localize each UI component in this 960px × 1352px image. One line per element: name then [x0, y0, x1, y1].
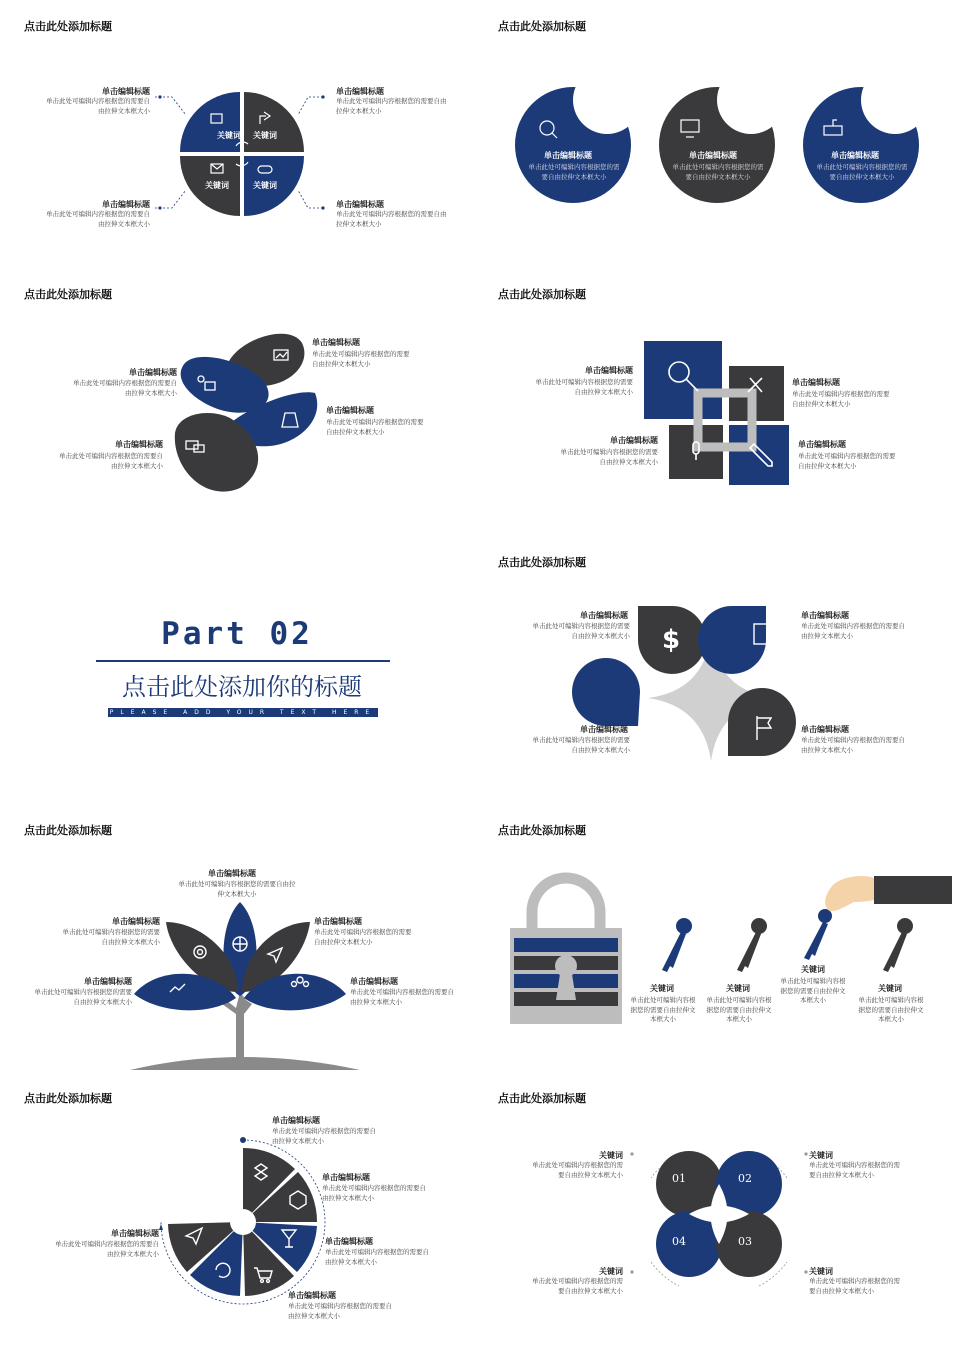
- moon-1: [515, 87, 631, 203]
- slide-9: [0, 1072, 474, 1332]
- item-body: 单击此处可编辑内容根据您的需要自由拉伸文本框大小: [532, 736, 630, 754]
- key-icon: [662, 909, 913, 972]
- item-title: 单击编辑标题: [580, 725, 628, 734]
- item-title: 单击编辑标题: [325, 1237, 373, 1246]
- item-body: 单击此处可编辑内容根据您的需要自由拉伸文本框大小: [312, 350, 410, 368]
- number-04: 04: [672, 1235, 686, 1248]
- key-title: 关键词: [650, 984, 674, 993]
- slide-6: [474, 536, 948, 796]
- item-title: 单击编辑标题: [792, 378, 840, 387]
- item-body: 单击此处可编辑内容根据您的需要自由拉伸文本框大小: [62, 928, 160, 946]
- item-body: 单击此处可编辑内容根据您的需要自由拉伸文本框大小: [336, 210, 447, 228]
- item-title: 单击编辑标题: [322, 1173, 370, 1182]
- bank-icon: [660, 718, 680, 738]
- square-1: [644, 341, 722, 419]
- item-title: 单击编辑标题: [314, 917, 362, 926]
- item-title: 单击编辑标题: [112, 917, 160, 926]
- item-body: 单击此处可编辑内容根据您的需要自由拉伸文本框大小: [336, 97, 447, 115]
- item-body: 单击此处可编辑内容根据您的需要自由拉伸文本框大小: [272, 1127, 376, 1145]
- item-body: 单击此处可编辑内容根据您的需要自由拉伸文本框大小: [46, 97, 150, 115]
- keyword-3: 关键词: [205, 181, 229, 190]
- item-body: 单击此处可编辑内容根据您的需要自由拉伸文本框大小: [59, 452, 163, 470]
- key-title: 关键词: [878, 984, 902, 993]
- slide-title: 点击此处添加标题: [498, 288, 586, 301]
- slide-title: 点击此处添加标题: [24, 20, 112, 33]
- item-title: 单击编辑标题: [272, 1116, 320, 1125]
- item-body: 单击此处可编辑内容根据您的需要自由拉伸文本框大小: [325, 1248, 429, 1266]
- item-body: 单击此处可编辑内容根据您的需要自由拉伸文本框大小: [528, 163, 620, 181]
- keyword-2: 关键词: [253, 131, 277, 140]
- item-body: 单击此处可编辑内容根据您的需要自由拉伸文本框大小: [801, 622, 905, 640]
- four-circles: [474, 1072, 948, 1342]
- key-title: 关键词: [726, 984, 750, 993]
- slide-title: 点击此处添加标题: [498, 20, 586, 33]
- number-01: 01: [672, 1172, 686, 1185]
- item-title: 单击编辑标题: [102, 87, 150, 96]
- item-title: 单击编辑标题: [585, 366, 633, 375]
- item-title: 单击编辑标题: [336, 87, 384, 96]
- item-title: 单击编辑标题: [350, 977, 398, 986]
- slide-3: [0, 268, 474, 528]
- key-title: 关键词: [801, 965, 825, 974]
- item-title: 单击编辑标题: [580, 611, 628, 620]
- item-title: 单击编辑标题: [798, 440, 846, 449]
- item-body: 单击此处可编辑内容根据您的需要自由拉伸文本框大小: [560, 448, 658, 466]
- moon-2: [659, 87, 775, 203]
- section-subtitle: PLEASE ADD YOUR TEXT HERE: [109, 709, 377, 716]
- item-title: 单击编辑标题: [689, 151, 737, 160]
- item-body: 单击此处可编辑内容根据您的需要自由拉伸文本框大小: [532, 1161, 623, 1179]
- padlock-icon: [555, 955, 577, 977]
- item-title: 单击编辑标题: [610, 436, 658, 445]
- slide-title: 点击此处添加标题: [498, 1092, 586, 1105]
- slide-title: 点击此处添加标题: [498, 556, 586, 569]
- item-title: 单击编辑标题: [801, 725, 849, 734]
- item-title: 关键词: [599, 1151, 623, 1160]
- item-body: 单击此处可编辑内容根据您的需要自由拉伸文本框大小: [809, 1161, 900, 1179]
- moon-3: [803, 87, 919, 203]
- leaf-2: [698, 606, 766, 674]
- item-title: 关键词: [809, 1151, 833, 1160]
- wheel-hub: [230, 1209, 256, 1235]
- item-title: 单击编辑标题: [326, 406, 374, 415]
- number-03: 03: [738, 1235, 752, 1248]
- key-body: 单击此处可编辑内容根据您的需要自由拉伸文本框大小: [858, 996, 924, 1023]
- moon-circles: [474, 0, 948, 260]
- ground: [130, 1057, 360, 1070]
- key-body: 单击此处可编辑内容根据您的需要自由拉伸文本框大小: [630, 996, 696, 1023]
- quad-top-right: [244, 92, 304, 152]
- item-title: 单击编辑标题: [129, 368, 177, 377]
- section-title: 点击此处添加你的标题: [122, 673, 362, 701]
- leaf-quad: [474, 536, 948, 796]
- item-body: 单击此处可编辑内容根据您的需要自由拉伸文本框大小: [314, 928, 412, 946]
- item-body: 单击此处可编辑内容根据您的需要自由拉伸文本框大小: [350, 988, 454, 1006]
- item-body: 单击此处可编辑内容根据您的需要自由拉伸文本框大小: [73, 379, 177, 397]
- item-body: 单击此处可编辑内容根据您的需要自由拉伸文本框大小: [809, 1277, 900, 1295]
- item-body: 单击此处可编辑内容根据您的需要自由拉伸文本框大小: [322, 1184, 426, 1202]
- slide-title: 点击此处添加标题: [24, 288, 112, 301]
- item-body: 单击此处可编辑内容根据您的需要自由拉伸文本框大小: [178, 880, 296, 898]
- item-body: 单击此处可编辑内容根据您的需要自由拉伸文本框大小: [34, 988, 132, 1006]
- number-02: 02: [738, 1172, 752, 1185]
- slide-2: [474, 0, 948, 260]
- leaf-3: [572, 658, 640, 726]
- item-title: 单击编辑标题: [312, 338, 360, 347]
- item-body: 单击此处可编辑内容根据您的需要自由拉伸文本框大小: [532, 622, 630, 640]
- item-body: 单击此处可编辑内容根据您的需要自由拉伸文本框大小: [46, 210, 150, 228]
- slide-5-section: [0, 536, 474, 796]
- slide-10: [474, 1072, 948, 1332]
- item-body: 单击此处可编辑内容根据您的需要自由拉伸文本框大小: [792, 390, 890, 408]
- item-body: 单击此处可编辑内容根据您的需要自由拉伸文本框大小: [816, 163, 908, 181]
- item-body: 单击此处可编辑内容根据您的需要自由拉伸文本框大小: [801, 736, 905, 754]
- slide-title: 点击此处添加标题: [498, 824, 586, 837]
- item-body: 单击此处可编辑内容根据您的需要自由拉伸文本框大小: [672, 163, 764, 181]
- item-body: 单击此处可编辑内容根据您的需要自由拉伸文本框大小: [288, 1302, 392, 1320]
- item-body: 单击此处可编辑内容根据您的需要自由拉伸文本框大小: [798, 452, 896, 470]
- segment-wheel: [0, 1072, 474, 1352]
- item-title: 单击编辑标题: [208, 869, 256, 878]
- quad-top-left: [180, 92, 240, 152]
- item-title: 单击编辑标题: [831, 151, 879, 160]
- slide-title: 点击此处添加标题: [24, 824, 112, 837]
- item-title: 关键词: [809, 1267, 833, 1276]
- item-title: 单击编辑标题: [544, 151, 592, 160]
- item-title: 单击编辑标题: [288, 1291, 336, 1300]
- slide-title: 点击此处添加标题: [24, 1092, 112, 1105]
- item-title: 单击编辑标题: [801, 611, 849, 620]
- leaf-4: [728, 688, 796, 756]
- item-title: 单击编辑标题: [84, 977, 132, 986]
- drop-shapes: [0, 268, 474, 528]
- slide-7: [0, 804, 474, 1064]
- keyword-4: 关键词: [253, 181, 277, 190]
- lock-and-keys: [474, 804, 948, 1064]
- slide-4: [474, 268, 948, 528]
- slide-8: [474, 804, 948, 1064]
- key-body: 单击此处可编辑内容根据您的需要自由拉伸文本框大小: [780, 977, 846, 1004]
- slide-1: [0, 0, 474, 260]
- item-title: 单击编辑标题: [102, 200, 150, 209]
- item-body: 单击此处可编辑内容根据您的需要自由拉伸文本框大小: [532, 1277, 623, 1295]
- item-body: 单击此处可编辑内容根据您的需要自由拉伸文本框大小: [326, 418, 424, 436]
- item-body: 单击此处可编辑内容根据您的需要自由拉伸文本框大小: [535, 378, 633, 396]
- item-body: 单击此处可编辑内容根据您的需要自由拉伸文本框大小: [55, 1240, 159, 1258]
- item-title: 关键词: [599, 1267, 623, 1276]
- item-title: 单击编辑标题: [111, 1229, 159, 1238]
- keyword-1: 关键词: [217, 131, 241, 140]
- divider-line: [96, 660, 390, 662]
- item-title: 单击编辑标题: [115, 440, 163, 449]
- item-title: 单击编辑标题: [336, 200, 384, 209]
- square-4: [729, 425, 789, 485]
- key-body: 单击此处可编辑内容根据您的需要自由拉伸文本框大小: [706, 996, 772, 1023]
- part-label: Part 02: [161, 616, 313, 652]
- dollar-icon: $: [661, 625, 681, 655]
- padlock-shackle: [532, 878, 600, 930]
- hand-icon: [825, 876, 952, 911]
